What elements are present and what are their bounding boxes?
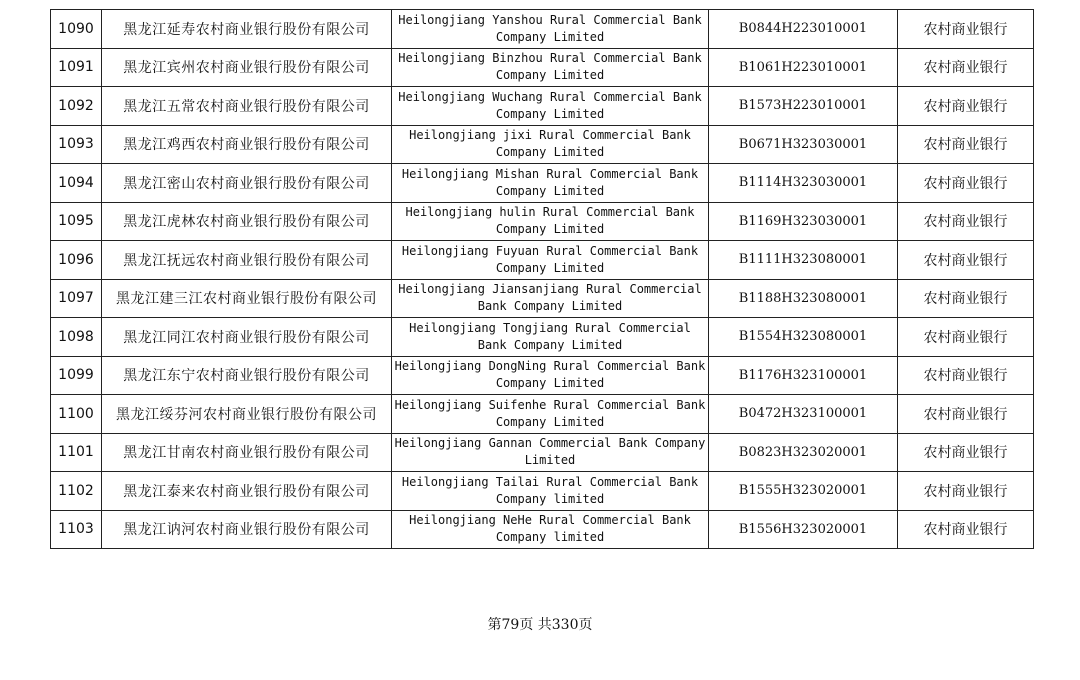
table-row: [51, 510, 1034, 549]
row-number-cell: 1093: [51, 125, 102, 164]
table-row: [51, 356, 1034, 395]
institution-type-cell: 农村商业银行: [898, 472, 1034, 511]
institution-code-cell: B1114H323030001: [709, 164, 898, 203]
institution-code-cell: B1573H223010001: [709, 87, 898, 126]
institution-type-cell: 农村商业银行: [898, 87, 1034, 126]
english-name-cell: Heilongjiang Fuyuan Rural Commercial Bank Company Limited: [392, 241, 709, 280]
row-number-cell: 1103: [51, 510, 102, 549]
table-row: [51, 48, 1034, 87]
table-row: [51, 10, 1034, 49]
chinese-name-cell: 黑龙江虎林农村商业银行股份有限公司: [102, 202, 392, 241]
row-number-cell: 1101: [51, 433, 102, 472]
institution-code-cell: B1176H323100001: [709, 356, 898, 395]
table-row: [51, 472, 1034, 511]
institution-type-cell: 农村商业银行: [898, 10, 1034, 49]
table-row: [51, 395, 1034, 434]
english-name-cell: Heilongjiang Tongjiang Rural Commercial Bank Company Limited: [392, 318, 709, 357]
row-number-cell: 1099: [51, 356, 102, 395]
english-name-cell: Heilongjiang Tailai Rural Commercial Bank Company limited: [392, 472, 709, 511]
english-name-cell: Heilongjiang Binzhou Rural Commercial Bank Company Limited: [392, 48, 709, 87]
english-name-cell: Heilongjiang NeHe Rural Commercial Bank Company limited: [392, 510, 709, 549]
chinese-name-cell: 黑龙江绥芬河农村商业银行股份有限公司: [102, 395, 392, 434]
chinese-name-cell: 黑龙江延寿农村商业银行股份有限公司: [102, 10, 392, 49]
english-name-cell: Heilongjiang Wuchang Rural Commercial Bank Company Limited: [392, 87, 709, 126]
row-number-cell: 1096: [51, 241, 102, 280]
institution-code-cell: B1555H323020001: [709, 472, 898, 511]
institution-code-cell: B0823H323020001: [709, 433, 898, 472]
row-number-cell: 1097: [51, 279, 102, 318]
institution-type-cell: 农村商业银行: [898, 510, 1034, 549]
row-number-cell: 1100: [51, 395, 102, 434]
institution-type-cell: 农村商业银行: [898, 279, 1034, 318]
table-row: [51, 433, 1034, 472]
institution-code-cell: B1556H323020001: [709, 510, 898, 549]
english-name-cell: Heilongjiang DongNing Rural Commercial Bank Company Limited: [392, 356, 709, 395]
chinese-name-cell: 黑龙江抚远农村商业银行股份有限公司: [102, 241, 392, 280]
chinese-name-cell: 黑龙江讷河农村商业银行股份有限公司: [102, 510, 392, 549]
english-name-cell: Heilongjiang hulin Rural Commercial Bank Company Limited: [392, 202, 709, 241]
chinese-name-cell: 黑龙江泰来农村商业银行股份有限公司: [102, 472, 392, 511]
table-row: [51, 125, 1034, 164]
english-name-cell: Heilongjiang Jiansanjiang Rural Commercial Bank Company Limited: [392, 279, 709, 318]
institution-code-cell: B0472H323100001: [709, 395, 898, 434]
chinese-name-cell: 黑龙江鸡西农村商业银行股份有限公司: [102, 125, 392, 164]
institution-type-cell: 农村商业银行: [898, 48, 1034, 87]
chinese-name-cell: 黑龙江密山农村商业银行股份有限公司: [102, 164, 392, 203]
institution-type-cell: 农村商业银行: [898, 356, 1034, 395]
institution-type-cell: 农村商业银行: [898, 433, 1034, 472]
row-number-cell: 1098: [51, 318, 102, 357]
english-name-cell: Heilongjiang jixi Rural Commercial Bank Company Limited: [392, 125, 709, 164]
chinese-name-cell: 黑龙江同江农村商业银行股份有限公司: [102, 318, 392, 357]
english-name-cell: Heilongjiang Mishan Rural Commercial Bank Company Limited: [392, 164, 709, 203]
row-number-cell: 1090: [51, 10, 102, 49]
english-name-cell: Heilongjiang Suifenhe Rural Commercial Bank Company Limited: [392, 395, 709, 434]
row-number-cell: 1092: [51, 87, 102, 126]
row-number-cell: 1091: [51, 48, 102, 87]
institution-type-cell: 农村商业银行: [898, 125, 1034, 164]
page-footer: 第79页 共330页: [487, 617, 593, 633]
chinese-name-cell: 黑龙江甘南农村商业银行股份有限公司: [102, 433, 392, 472]
bank-list-body: [51, 10, 1034, 549]
institution-code-cell: B0671H323030001: [709, 125, 898, 164]
row-number-cell: 1095: [51, 202, 102, 241]
chinese-name-cell: 黑龙江五常农村商业银行股份有限公司: [102, 87, 392, 126]
table-row: [51, 279, 1034, 318]
institution-code-cell: B1061H223010001: [709, 48, 898, 87]
institution-type-cell: 农村商业银行: [898, 202, 1034, 241]
chinese-name-cell: 黑龙江东宁农村商业银行股份有限公司: [102, 356, 392, 395]
chinese-name-cell: 黑龙江建三江农村商业银行股份有限公司: [102, 279, 392, 318]
institution-code-cell: B1169H323030001: [709, 202, 898, 241]
bank-list-table: [50, 9, 1034, 549]
institution-code-cell: B1111H323080001: [709, 241, 898, 280]
table-row: [51, 241, 1034, 280]
table-row: [51, 318, 1034, 357]
table-row: [51, 202, 1034, 241]
chinese-name-cell: 黑龙江宾州农村商业银行股份有限公司: [102, 48, 392, 87]
row-number-cell: 1102: [51, 472, 102, 511]
english-name-cell: Heilongjiang Gannan Commercial Bank Company Limited: [392, 433, 709, 472]
english-name-cell: Heilongjiang Yanshou Rural Commercial Bank Company Limited: [392, 10, 709, 49]
institution-code-cell: B1554H323080001: [709, 318, 898, 357]
institution-type-cell: 农村商业银行: [898, 395, 1034, 434]
institution-code-cell: B0844H223010001: [709, 10, 898, 49]
institution-type-cell: 农村商业银行: [898, 164, 1034, 203]
table-row: [51, 164, 1034, 203]
table-row: [51, 87, 1034, 126]
institution-type-cell: 农村商业银行: [898, 318, 1034, 357]
institution-code-cell: B1188H323080001: [709, 279, 898, 318]
row-number-cell: 1094: [51, 164, 102, 203]
institution-type-cell: 农村商业银行: [898, 241, 1034, 280]
